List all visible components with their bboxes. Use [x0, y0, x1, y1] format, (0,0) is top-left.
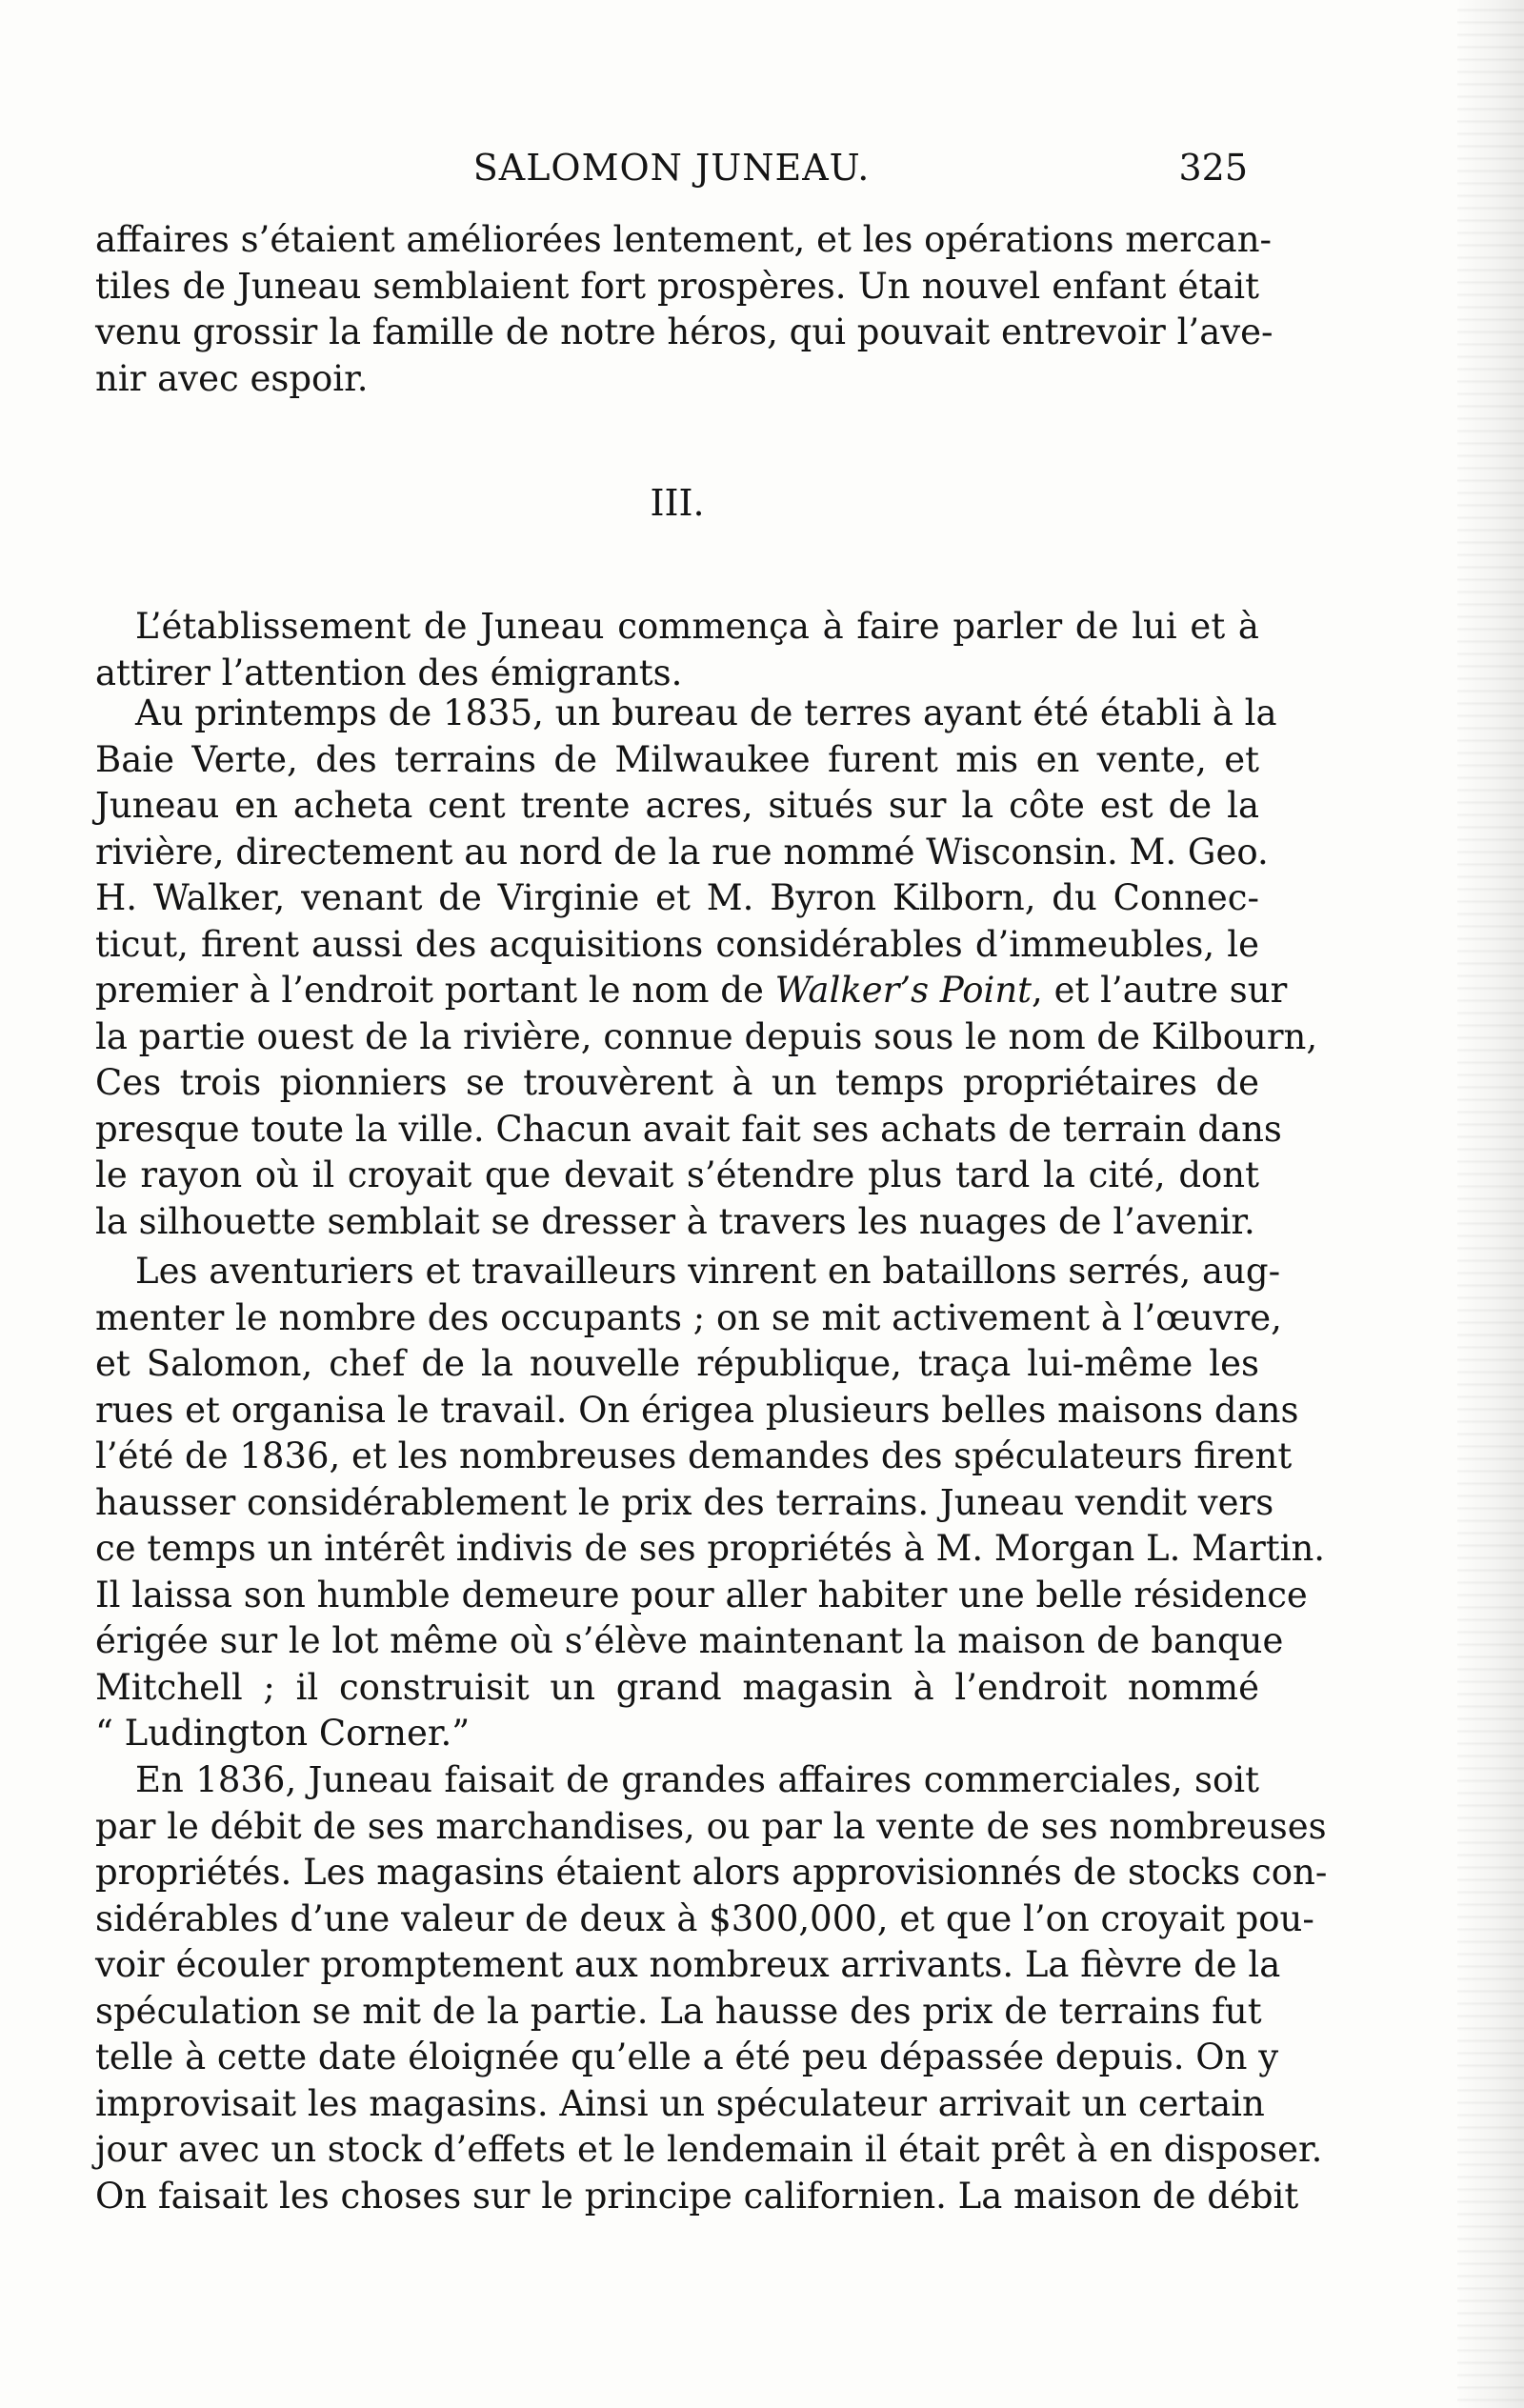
text-line: “ Ludington Corner.” [95, 1713, 471, 1754]
text-line: menter le nombre des occupants ; on se mit activement à l’œuvre, [95, 1296, 1282, 1338]
text-line: ticut, firent aussi des acquisitions considérables d’immeubles, le [95, 923, 1259, 965]
text-line: rues et organisa le travail. On érigea plusieurs belles maisons dans [95, 1389, 1299, 1431]
text-line: On faisait les choses sur le principe californien. La maison de débit [95, 2175, 1299, 2217]
running-title: SALOMON JUNEAU. [472, 147, 871, 189]
paragraph [95, 604, 1259, 696]
text-line: et Salomon, chef de la nouvelle république, traça lui-même les [95, 1343, 1259, 1384]
text-line: sidérables d’une valeur de deux à $300,000, et que l’on croyait pou- [95, 1897, 1314, 1939]
text-line: l’été de 1836, et les nombreuses demandes des spéculateurs firent [95, 1435, 1293, 1476]
paragraph [95, 691, 1318, 1245]
text-line: le rayon où il croyait que devait s’étendre plus tard la cité, dont [95, 1154, 1259, 1195]
text-line: Il laissa son humble demeure pour aller habiter une belle résidence [95, 1574, 1308, 1615]
text-line-end: , et l’autre sur [1032, 970, 1288, 1011]
text-line: En 1836, Juneau faisait de grandes affaires commerciales, soit [135, 1759, 1259, 1800]
text-line: tiles de Juneau semblaient fort prospères. Un nouvel enfant était [95, 265, 1259, 307]
running-header [95, 141, 1248, 194]
text-line: hausser considérablement le prix des terrains. Juneau vendit vers [95, 1481, 1274, 1523]
page-number: 325 [1178, 147, 1248, 189]
text-line: la silhouette semblait se dresser à travers les nuages de l’avenir. [95, 1200, 1255, 1242]
text-line-start: premier à l’endroit portant le nom de [95, 970, 775, 1011]
paragraph [95, 1757, 1328, 2219]
text-line: ce temps un intérêt indivis de ses propriétés à M. Morgan L. Martin. [95, 1528, 1326, 1569]
italic-place-name: Walker’s Point [774, 970, 1033, 1011]
text-line: presque toute la ville. Chacun avait fait ses achats de terrain dans [95, 1108, 1282, 1150]
text-line: Mitchell ; il construisit un grand magasin à l’endroit nommé [95, 1666, 1259, 1708]
text-line: par le débit de ses marchandises, ou par la vente de ses nombreuses [95, 1805, 1327, 1847]
text-line: telle à cette date éloignée qu’elle a été peu dépassée depuis. On y [95, 2037, 1279, 2077]
text-line: nir avec espoir. [95, 357, 369, 399]
text-line: rivière, directement au nord de la rue nommé Wisconsin. M. Geo. [95, 831, 1269, 873]
text-line: Juneau en acheta cent trente acres, situés sur la côte est de la [95, 785, 1259, 826]
text-line-with-italic [95, 968, 1288, 1014]
paragraph [95, 1249, 1326, 1757]
text-line: H. Walker, venant de Virginie et M. Byron Kilborn, du Connec- [95, 877, 1259, 918]
text-line: jour avec un stock d’effets et le lendemain il était prêt à en disposer. [95, 2129, 1323, 2170]
text-line: Ces trois pionniers se trouvèrent à un temps propriétaires de [95, 1062, 1259, 1103]
text-line: Baie Verte, des terrains de Milwaukee furent mis en vente, et [95, 738, 1259, 780]
section-heading: III. [650, 482, 705, 524]
text-line: L’établissement de Juneau commença à faire parler de lui et à [135, 606, 1259, 647]
text-line: venu grossir la famille de notre héros, qui pouvait entrevoir l’ave- [95, 311, 1273, 352]
text-line: spéculation se mit de la partie. La hausse des prix de terrains fut [95, 1990, 1262, 2032]
text-line: improvisait les magasins. Ainsi un spéculateur arrivait un certain [95, 2082, 1265, 2124]
text-line: voir écouler promptement aux nombreux arrivants. La fièvre de la [95, 1944, 1281, 1985]
scan-edge-shadow [1457, 0, 1524, 2408]
text-line: Les aventuriers et travailleurs vinrent en bataillons serrés, aug- [135, 1251, 1281, 1292]
text-line: propriétés. Les magasins étaient alors approvisionnés de stocks con- [95, 1852, 1328, 1893]
paragraph-continuation [95, 217, 1273, 402]
text-line: Au printemps de 1835, un bureau de terres ayant été établi à la [135, 692, 1277, 733]
text-line: affaires s’étaient améliorées lentement, et les opérations mercan- [95, 219, 1273, 260]
text-line: attirer l’attention des émigrants. [95, 652, 683, 693]
text-line: la partie ouest de la rivière, connue depuis sous le nom de Kilbourn, [95, 1015, 1318, 1057]
text-line: érigée sur le lot même où s’élève maintenant la maison de banque [95, 1620, 1284, 1661]
